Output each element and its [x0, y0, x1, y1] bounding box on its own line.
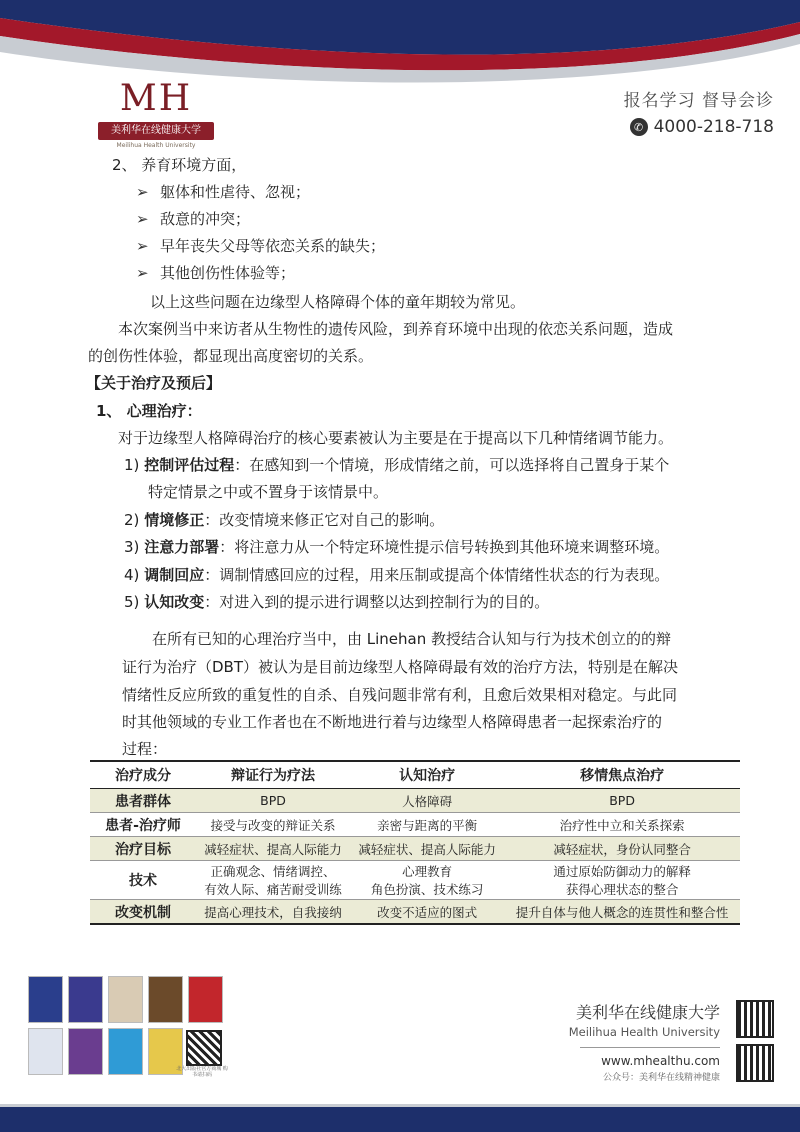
- logo-mark: MH: [119, 78, 193, 119]
- bullet-arrow-icon: ➢: [136, 237, 149, 255]
- table-cell: BPD: [196, 789, 350, 813]
- book-cover-image[interactable]: [68, 1028, 103, 1075]
- summary-paragraph: 以上这些问题在边缘型人格障碍个体的童年期较为常见。: [150, 293, 526, 311]
- row-header: 改变机制: [90, 900, 196, 925]
- table-cell: 提高心理技术，自我接纳: [196, 900, 350, 925]
- bookstore-qr-caption: 北大出版社官方商城 购书请扫码: [176, 1066, 228, 1078]
- bullet-arrow-icon: ➢: [136, 183, 149, 201]
- column-header: 认知治疗: [350, 761, 504, 789]
- dbt-paragraph-line: 情绪性反应所致的重复性的自杀、自残问题非常有利，且愈后效果相对稳定。与此同: [122, 686, 678, 704]
- bookstore-qr-code[interactable]: [186, 1030, 222, 1066]
- table-row: [90, 900, 740, 925]
- dbt-paragraph-line: 过程：: [122, 740, 168, 758]
- footer-public-account: 公众号：美利华在线精神健康: [602, 1073, 720, 1083]
- logo-subtitle: Meilihua Health University: [116, 142, 196, 149]
- section-heading: 【关于治疗及预后】: [86, 374, 222, 392]
- table-row: [90, 837, 740, 861]
- dbt-paragraph-line: 证行为治疗（DBT）被认为是目前边缘型人格障碍最有效的治疗方法，特别是在解决: [122, 658, 679, 676]
- header-slogan: 报名学习 督导会诊: [623, 91, 774, 111]
- book-cover-image[interactable]: [188, 976, 223, 1023]
- phone-number: 4000-218-718: [653, 117, 774, 137]
- qr-code[interactable]: [736, 1000, 774, 1038]
- table-cell: 减轻症状、提高人际能力: [196, 837, 350, 861]
- table-cell: 接受与改变的辩证关系: [196, 813, 350, 837]
- footer-brand-name: 美利华在线健康大学: [575, 1003, 720, 1022]
- book-cover-image[interactable]: [68, 976, 103, 1023]
- university-logo: [102, 70, 210, 162]
- table-row: [90, 813, 740, 837]
- footer-wave-decoration: [0, 1104, 800, 1132]
- treatment-comparison-table: [90, 760, 740, 925]
- table-cell: 治疗性中立和关系探索: [504, 813, 740, 837]
- table-cell: 亲密与距离的平衡: [350, 813, 504, 837]
- book-cover-image[interactable]: [28, 976, 63, 1023]
- table-row: [90, 861, 740, 900]
- book-cover-image[interactable]: [148, 976, 183, 1023]
- footer-website-link[interactable]: www.mhealthu.com: [601, 1054, 720, 1068]
- skill-item: 5) 认知改变：对进入到的提示进行调整以达到控制行为的目的。: [124, 593, 550, 611]
- dbt-paragraph-line: 在所有已知的心理治疗当中，由 Linehan 教授结合认知与行为技术创立的的辩: [152, 630, 672, 648]
- footer-divider: [580, 1047, 720, 1048]
- skill-item: 2) 情境修正：改变情境来修正它对自己的影响。: [124, 511, 445, 529]
- case-paragraph-line: 本次案例当中来访者从生物性的遗传风险，到养育环境中出现的依恋关系问题，造成: [118, 320, 674, 338]
- table-cell: 人格障碍: [350, 789, 504, 813]
- row-header: 治疗目标: [90, 837, 196, 861]
- list-item: ➢ 躯体和性虐待、忽视；: [136, 179, 310, 206]
- book-cover-image[interactable]: [108, 976, 143, 1023]
- table-cell: 正确观念、情绪调控、 有效人际、痛苦耐受训练: [196, 861, 350, 900]
- dbt-paragraph-line: 时其他领域的专业工作者也在不断地进行着与边缘型人格障碍患者一起探索治疗的: [122, 713, 663, 731]
- bullet-arrow-icon: ➢: [136, 210, 149, 228]
- table-cell: 减轻症状，身份认同整合: [504, 837, 740, 861]
- skill-item: 3) 注意力部署：将注意力从一个特定环境性提示信号转换到其他环境来调整环境。: [124, 538, 670, 556]
- section-item-2: 2、 养育环境方面，: [112, 156, 247, 174]
- column-header: 辩证行为疗法: [196, 761, 350, 789]
- list-item: ➢ 敌意的冲突；: [136, 206, 250, 233]
- table-cell: 通过原始防御动力的解释 获得心理状态的整合: [504, 861, 740, 900]
- row-header: 技术: [90, 861, 196, 900]
- table-cell: 改变不适应的图式: [350, 900, 504, 925]
- footer-brand: [569, 1000, 720, 1083]
- phone-icon: ✆: [630, 118, 648, 136]
- book-cover-image[interactable]: [108, 1028, 143, 1075]
- table-cell: 减轻症状、提高人际能力: [350, 837, 504, 861]
- intro-paragraph: 对于边缘型人格障碍治疗的核心要素被认为主要是在于提高以下几种情绪调节能力。: [118, 429, 674, 447]
- bullet-arrow-icon: ➢: [136, 264, 149, 282]
- list-item: ➢ 其他创伤性体验等；: [136, 260, 295, 287]
- footer-brand-english: Meilihua Health University: [568, 1025, 720, 1039]
- book-cover-image[interactable]: [28, 1028, 63, 1075]
- table-cell: BPD: [504, 789, 740, 813]
- table-cell: 心理教育 角色扮演、技术练习: [350, 861, 504, 900]
- column-header: 治疗成分: [90, 761, 196, 789]
- skill-item-continuation: 特定情景之中或不置身于该情景中。: [148, 483, 389, 501]
- row-header: 患者-治疗师: [90, 813, 196, 837]
- column-header: 移情焦点治疗: [504, 761, 740, 789]
- table-row: [90, 789, 740, 813]
- table-header-row: [90, 761, 740, 789]
- header-contact: [624, 86, 774, 137]
- logo-name: 美利华在线健康大学: [98, 122, 214, 140]
- case-paragraph-line: 的创伤性体验，都显现出高度密切的关系。: [88, 347, 374, 365]
- list-item: ➢ 早年丧失父母等依恋关系的缺失；: [136, 233, 385, 260]
- qr-code[interactable]: [736, 1044, 774, 1082]
- subsection-heading: 1、 心理治疗：: [96, 402, 202, 420]
- header-phone[interactable]: [624, 117, 774, 137]
- skill-item: 4) 调制回应：调制情感回应的过程，用来压制或提高个体情绪性状态的行为表现。: [124, 566, 670, 584]
- row-header: 患者群体: [90, 789, 196, 813]
- table-cell: 提升自体与他人概念的连贯性和整合性: [504, 900, 740, 925]
- skill-item: 1) 控制评估过程：在感知到一个情境，形成情绪之前，可以选择将自己置身于某个: [124, 456, 670, 474]
